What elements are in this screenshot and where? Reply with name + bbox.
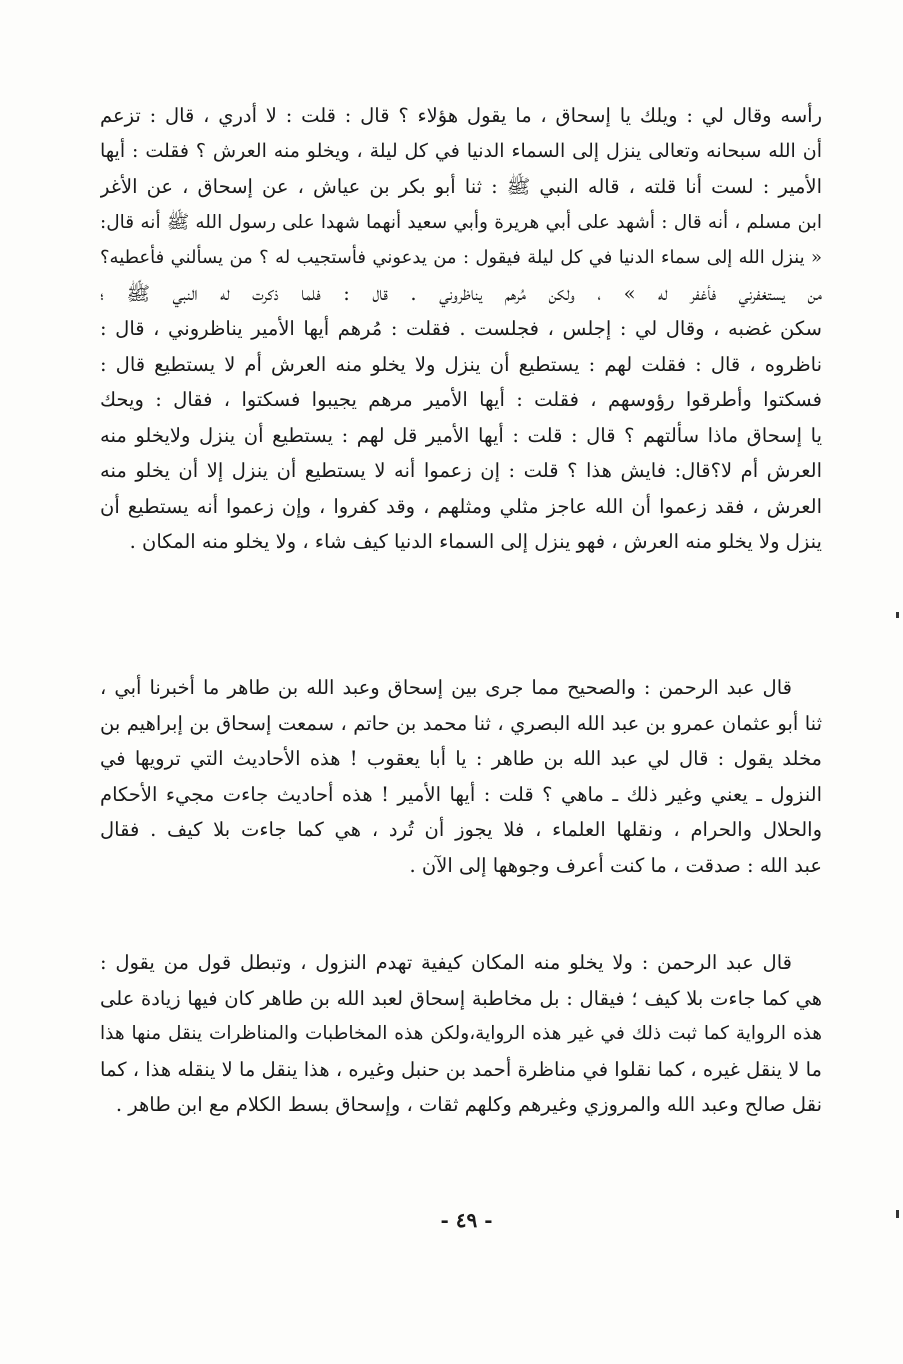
text-line: سكن غضبه ، وقال لي : إجلس ، فجلست . فقلت : مُرهم أيها الأمير يناظروني ، قال : bbox=[100, 317, 822, 340]
text-line: فسكتوا وأطرقوا رؤوسهم ، فقلت : أيها الأمير مرهم يجيبوا فسكتوا ، فقال : ويحك bbox=[100, 388, 822, 411]
text-line: هذه الرواية كما ثبت ذلك في غير هذه الرواية،ولكن هذه المخاطبات والمناظرات ينقل منها هذا bbox=[100, 1023, 822, 1044]
paragraph-1 bbox=[100, 98, 822, 560]
text-line: « ينزل الله إلى سماء الدنيا في كل ليلة فيقول : من يدعوني فأستجيب له ؟ من يسألني فأعطيه؟ bbox=[100, 247, 822, 268]
text-line: العرش أم لا؟قال: فايش هذا ؟ قلت : إن زعموا أنه لا يستطيع أن ينزل إلا أن يخلو منه bbox=[100, 459, 822, 482]
text-line: عبد الله : صدقت ، ما كنت أعرف وجوهها إلى الآن . bbox=[409, 853, 822, 877]
text-line: من يستغفرني فأغفر له » ، ولكن مُرهم يناظروني . قال : فلما ذكرت له النبي ﷺ ؛ bbox=[100, 281, 822, 305]
text-line: أن الله سبحانه وتعالى ينزل إلى السماء الدنيا في كل ليلة ، ويخلو منه العرش ؟ فقلت : أيها bbox=[100, 139, 822, 162]
text-line: العرش ، فقد زعموا أن الله عاجز مثلي ومثلهم ، وقد كفروا ، وإن زعموا أنه يستطيع أن bbox=[100, 494, 822, 518]
margin-mark bbox=[896, 1210, 899, 1218]
margin-mark bbox=[896, 612, 899, 618]
text-line: قال عبد الرحمن : والصحيح مما جرى بين إسحاق وعبد الله بن طاهر ما أخبرنا أبي ، bbox=[100, 676, 792, 699]
text-line: ابن مسلم ، أنه قال : أشهد على أبي هريرة وأبي سعيد أنهما شهدا على رسول الله ﷺ أنه قال: bbox=[100, 211, 822, 233]
paragraph-2 bbox=[100, 670, 822, 883]
text-line: ثنا أبو عثمان عمرو بن عبد الله البصري ، ثنا محمد بن حاتم ، سمعت إسحاق بن إبراهيم بن bbox=[100, 711, 822, 735]
text-line: رأسه وقال لي : ويلك يا إسحاق ، ما يقول هؤلاء ؟ قال : قلت : لا أدري ، قال : تزعم bbox=[100, 104, 822, 127]
text-line: النزول ـ يعني وغير ذلك ـ ماهي ؟ قلت : أيها الأمير ! هذه أحاديث جاءت مجيء الأحكام bbox=[100, 782, 822, 806]
text-line: ينزل ولا يخلو منه العرش ، فهو ينزل إلى السماء الدنيا كيف شاء ، ولا يخلو منه المكان . bbox=[129, 530, 822, 553]
text-line: ما لا ينقل غيره ، كما نقلوا في مناظرة أحمد بن حنبل وغيره ، هذا ينقل ما لا ينقله هذا ، كما bbox=[100, 1057, 822, 1081]
text-line: الأمير : لست أنا قلته ، قاله النبي ﷺ : ثنا أبو بكر بن عياش ، عن إسحاق ، عن الأغر bbox=[100, 175, 822, 198]
text-line: نقل صالح وعبد الله والمروزي وغيرهم وكلهم ثقات ، وإسحاق بسط الكلام مع ابن طاهر . bbox=[115, 1093, 822, 1116]
text-line: ناظروه ، قال : فقلت لهم : يستطيع أن ينزل ولا يخلو منه العرش أم لا يستطيع قال : bbox=[100, 352, 822, 376]
paragraph-3 bbox=[100, 945, 822, 1123]
page-number: - ٤٩ - bbox=[440, 1208, 493, 1232]
text-line: هي كما جاءت بلا كيف ؛ فيقال : بل مخاطبة إسحاق لعبد الله بن طاهر كان فيها زيادة على bbox=[100, 986, 822, 1010]
text-line: يا إسحاق ماذا سألتهم ؟ قال : قلت : أيها الأمير قل لهم : يستطيع أن ينزل ولايخلو منه bbox=[100, 423, 822, 447]
text-line: والحلال والحرام ، ونقلها العلماء ، فلا يجوز أن تُرد ، هي كما جاءت بلا كيف . فقال bbox=[100, 818, 822, 841]
text-line: مخلد يقول : قال لي عبد الله بن طاهر : يا أبا يعقوب ! هذه الأحاديث التي ترويها في bbox=[100, 747, 822, 770]
text-line: قال عبد الرحمن : ولا يخلو منه المكان كيفية تهدم النزول ، وتبطل قول من يقول : bbox=[100, 951, 792, 974]
